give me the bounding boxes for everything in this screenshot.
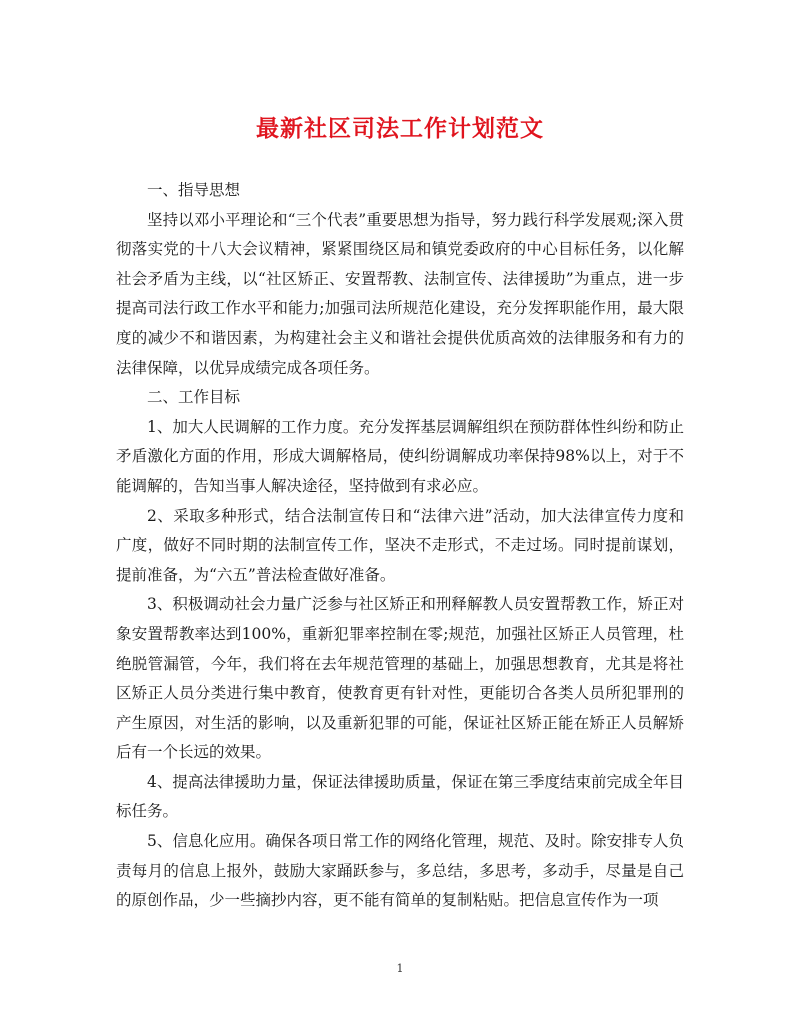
paragraph-goal-2: 2、采取多种形式，结合法制宣传日和“法律六进”活动，加大法律宣传力度和广度，做好不同时期的法制宣传工作，坚决不走形式，不走过场。同时提前谋划，提前准备，为“六五”普法检查做好准备。	[116, 506, 684, 584]
paragraph-goal-3: 3、积极调动社会力量广泛参与社区矫正和刑释解教人员安置帮教工作，矫正对象安置帮教率达到100%，重新犯罪率控制在零;规范，加强社区矫正人员管理，杜绝脱管漏管，今年，我们将在去年规范管理的基础上，加强思想教育，尤其是将社区矫正人员分类进行集中教育，使教育更有针对性，更能切合各类人员所犯罪刑的产生原因，对生活的影响，以及重新犯罪的可能，保证社区矫正能在矫正人员解矫后有一个长远的效果。	[116, 595, 684, 762]
document-body	[116, 176, 684, 916]
paragraph-goal-5: 5、信息化应用。确保各项日常工作的网络化管理，规范、及时。除安排专人负责每月的信息上报外，鼓励大家踊跃参与，多总结，多思考，多动手，尽量是自己的原创作品，少一些摘抄内容，更不能有简单的复制粘贴。把信息宣传作为一项	[116, 832, 684, 910]
page-number: 1	[396, 962, 404, 975]
paragraph-goal-4: 4、提高法律援助力量，保证法律援助质量，保证在第三季度结束前完成全年目标任务。	[116, 772, 684, 821]
paragraph-goal-1: 1、加大人民调解的工作力度。充分发挥基层调解组织在预防群体性纠纷和防止矛盾激化方面的作用，形成大调解格局，使纠纷调解成功率保持98%以上，对于不能调解的，告知当事人解决途径，坚持做到有求必应。	[116, 417, 684, 495]
document-title: 最新社区司法工作计划范文	[256, 116, 544, 142]
section-heading-guiding-ideology: 一、指导思想	[147, 181, 241, 199]
paragraph-guiding-ideology: 坚持以邓小平理论和“三个代表”重要思想为指导，努力践行科学发展观;深入贯彻落实党的十八大会议精神，紧紧围绕区局和镇党委政府的中心目标任务，以化解社会矛盾为主线，以“社区矫正、安置帮教、法制宣传、法律援助”为重点，进一步提高司法行政工作水平和能力;加强司法所规范化建设，充分发挥职能作用，最大限度的减少不和谐因素，为构建社会主义和谐社会提供优质高效的法律服务和有力的法律保障，以优异成绩完成各项任务。	[116, 210, 684, 377]
section-heading-work-goals: 二、工作目标	[147, 388, 241, 407]
